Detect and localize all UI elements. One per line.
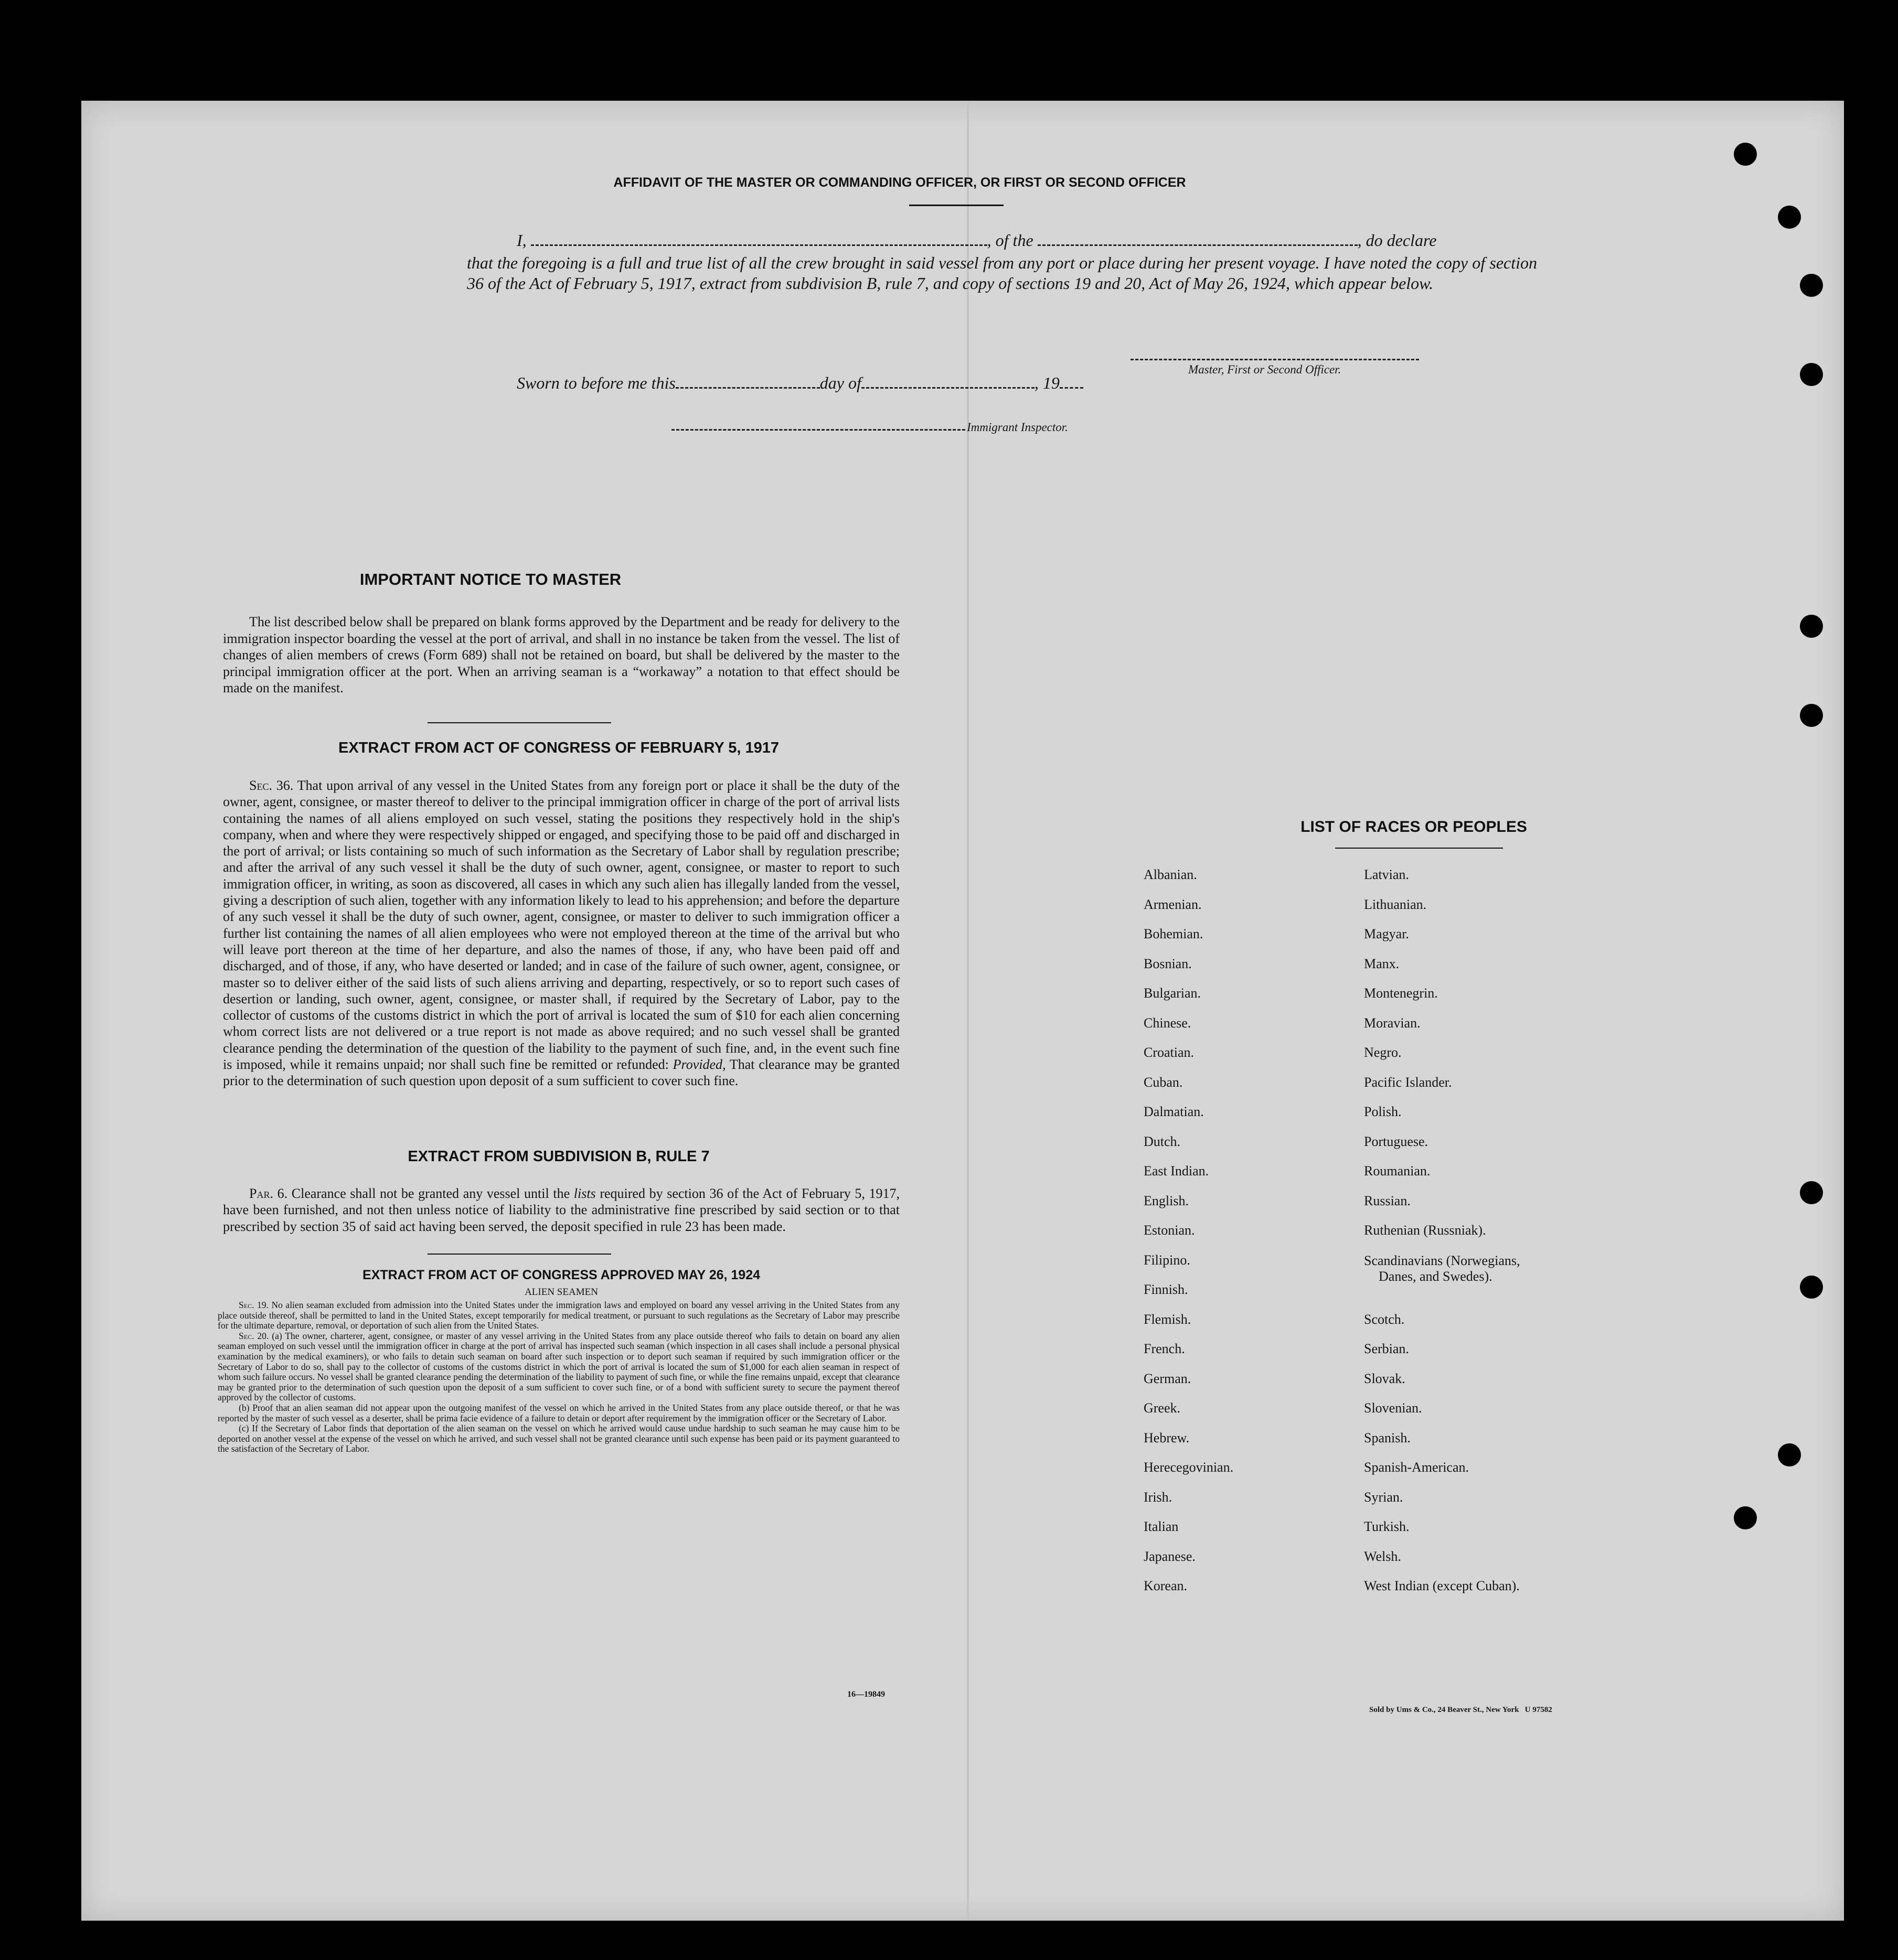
- race-item: Finnish.: [1144, 1282, 1188, 1297]
- sec-36-label: Sec. 36.: [249, 778, 294, 793]
- race-item: West Indian (except Cuban).: [1364, 1578, 1520, 1593]
- sworn-year-field[interactable]: [1060, 387, 1083, 389]
- race-item: Scotch.: [1364, 1311, 1405, 1327]
- races-left-column: [1144, 860, 1343, 1601]
- par-6-label: Par. 6.: [249, 1186, 288, 1201]
- race-item: Negro.: [1364, 1045, 1402, 1060]
- race-item: Bosnian.: [1144, 956, 1192, 971]
- form-number: 16—19849: [847, 1690, 885, 1699]
- rule-7-title: EXTRACT FROM SUBDIVISION B, RULE 7: [408, 1148, 710, 1165]
- binder-hole: [1800, 363, 1823, 386]
- race-item: Armenian.: [1144, 896, 1202, 912]
- sec-19-label: Sec. 19.: [239, 1300, 269, 1310]
- binder-hole: [1800, 615, 1823, 638]
- extract-1917-title: EXTRACT FROM ACT OF CONGRESS OF FEBRUARY 5, 1917: [338, 740, 780, 756]
- sec-20a-text: (a) The owner, charterer, agent, consignee, or master of any vessel arriving in the United States from any place outside thereof who fails to detain on board any alien seaman employed on such vessel until the immigration officer in charge at the port of arrival has inspected such seaman (which inspection in all cases shall include a personal physical examination by the medical examiners), or who fails to detain such seaman on board after such inspection or to deport such seaman if required by such immigration officer or the Secretary of Labor to do so, shall pay to the collector of customs of the customs district in which the port of arrival is located the sum of $1,000 for each alien seaman in respect of whom such failure occurs. No vessel shall be granted clearance pending the determination of the liability to payment of such fine, or while the fine remains unpaid, except that clearance may be granted prior to the determination of such question upon the deposit of a sum sufficient to cover such fine, or of a bond with sufficient surety to secure the payment thereof approved by the collector of customs.: [218, 1330, 900, 1403]
- race-item: Dutch.: [1144, 1133, 1181, 1149]
- provided-word: Provided,: [673, 1057, 726, 1073]
- sec-36-text: That upon arrival of any vessel in the United States from any foreign port or place it shall be the duty of the owner, agent, consignee, or master thereof to deliver to the principal immigration officer in charge of the port of arrival lists containing the names of all aliens employed on such vessel, stating the positions they respectively hold in the ship's company, when and where they were respectively shipped or engaged, and specifying those to be paid off and discharged in the port of arrival; or lists containing so much of such information as the Secretary of Labor shall by regulation prescribe; and after the arrival of any such vessel it shall be the duty of such owner, agent, consignee, or master to report to such immigration officer, in writing, as soon as discovered, all cases in which any such alien has illegally landed from the vessel, giving a description of such alien, together with any information likely to lead to his apprehension; and before the departure of any such vessel it shall be the duty of such owner, agent, consignee, or master to deliver to such immigration officer a further list containing the names of all alien employees who were not employed thereon at the time of the arrival but who will leave port thereon at the time of her departure, and also the names of those, if any, who have been paid off and discharged, and of those, if any, who have deserted or landed; and in case of the failure of such owner, agent, consignee, or master so to deliver either of the said lists of such aliens arriving and departing, respectively, or so to report such cases of desertion or landing, such owner, agent, consignee, or master shall, if required by the Secretary of Labor, pay to the collector of customs of the customs district in which the port of arrival is located the sum of $10 for each alien concerning whom correct lists are not delivered or a true report is not made as above required; and no such vessel shall be granted clearance pending the determination of the question of the liability to the payment of such fine, and, in the event such fine is imposed, while it remains unpaid; nor shall such fine be remitted or refunded:: [223, 778, 900, 1073]
- sec-19-paragraph: [218, 1300, 900, 1331]
- sec-20-paragraph: [218, 1331, 900, 1403]
- signature-line[interactable]: [1131, 359, 1419, 360]
- printer-imprint: Sold by Ums & Co., 24 Beaver St., New York U 97582: [1369, 1706, 1552, 1714]
- race-item: Croatian.: [1144, 1045, 1195, 1060]
- sworn-day-field[interactable]: [676, 387, 820, 389]
- race-item: Italian: [1144, 1519, 1179, 1534]
- race-item: Herecegovinian.: [1144, 1460, 1234, 1475]
- sec-20b-paragraph: (b) Proof that an alien seaman did not appear upon the outgoing manifest of the vessel on which he arrived in the United States from any place outside thereof, or that he was reported by the master of such vessel as a deserter, shall be prima facie evidence of a failure to detain or deport after requirement by the immigration officer or the Secretary of Labor.: [218, 1402, 900, 1423]
- sworn-line: [517, 373, 1251, 393]
- notice-body: [223, 614, 900, 697]
- par-6-text-a: Clearance shall not be granted any vessel until the: [291, 1186, 570, 1201]
- race-item: German.: [1144, 1370, 1191, 1386]
- race-item-line1: Scandinavians (Norwegians,: [1364, 1252, 1520, 1268]
- race-item: Roumanian.: [1364, 1163, 1431, 1179]
- sec-20-label: Sec. 20.: [239, 1330, 269, 1341]
- race-item: Flemish.: [1144, 1311, 1191, 1327]
- binder-hole: [1734, 143, 1757, 166]
- race-item: Ruthenian (Russniak).: [1364, 1223, 1486, 1238]
- race-item: English.: [1144, 1193, 1189, 1208]
- race-item: Syrian.: [1364, 1489, 1403, 1505]
- race-item: Japanese.: [1144, 1548, 1196, 1564]
- race-item: Moravian.: [1364, 1015, 1421, 1031]
- extract-1924-body: [218, 1300, 900, 1454]
- races-right-column: [1364, 860, 1637, 1601]
- race-item: Bulgarian.: [1144, 986, 1201, 1001]
- race-item: Hebrew.: [1144, 1430, 1190, 1445]
- race-item: Slovenian.: [1364, 1400, 1422, 1416]
- race-item: Korean.: [1144, 1578, 1188, 1593]
- affidavit-do-declare: , do declare: [1357, 231, 1437, 250]
- race-item: Portuguese.: [1364, 1133, 1428, 1149]
- notice-text: The list described below shall be prepared on blank forms approved by the Department and be ready for delivery to the immigration inspector boarding the vessel at the port of arrival, and shall in no instance be taken from the vessel. The list of changes of alien members of crews (Form 689) shall not be retained on board, but shall be delivered by the master to the principal immigration officer at the port. When an arriving seaman is a “workaway” a notation to that effect should be made on the manifest.: [223, 614, 900, 695]
- lists-word: lists: [573, 1186, 596, 1201]
- vessel-name-field[interactable]: [1038, 244, 1358, 246]
- races-title: LIST OF RACES OR PEOPLES: [1300, 818, 1527, 836]
- race-item: Spanish-American.: [1364, 1460, 1469, 1475]
- race-item: Spanish.: [1364, 1430, 1411, 1445]
- race-item: French.: [1144, 1341, 1185, 1356]
- sec-36-end: That clearance may be granted prior to the determination of such question upon deposit of a sum sufficient to cover such fine.: [223, 1057, 900, 1089]
- race-item: Serbian.: [1364, 1341, 1409, 1356]
- affidavit-i: I,: [517, 231, 527, 250]
- sworn-prefix: Sworn to before me this: [517, 373, 676, 392]
- affidavit-body: that the foregoing is a full and true list of all the crew brought in said vessel from any port or place during her present voyage. I have noted the copy of section 36 of the Act of February 5, 1917, extract from subdivision B, rule 7, and copy of sections 19 and 20, Act of May 26, 1924, which appear below.: [467, 253, 1537, 293]
- race-item: Manx.: [1364, 956, 1400, 971]
- race-item: Russian.: [1364, 1193, 1411, 1208]
- binder-hole: [1800, 1276, 1823, 1299]
- race-item: Lithuanian.: [1364, 896, 1427, 912]
- race-item: Slovak.: [1364, 1370, 1405, 1386]
- binder-hole: [1800, 704, 1823, 727]
- title-underline: [909, 205, 1004, 206]
- inspector-signature-line[interactable]: [671, 429, 965, 431]
- race-item: Dalmatian.: [1144, 1104, 1204, 1119]
- race-item: Welsh.: [1364, 1548, 1401, 1564]
- affidavit-title: AFFIDAVIT OF THE MASTER OR COMMANDING OFFICER, OR FIRST OR SECOND OFFICER: [613, 175, 1186, 190]
- race-item: Polish.: [1364, 1104, 1402, 1119]
- sworn-day-of: day of: [819, 373, 861, 392]
- extract-1924-title: EXTRACT FROM ACT OF CONGRESS APPROVED MAY 26, 1924: [362, 1268, 761, 1282]
- race-item: Bohemian.: [1144, 926, 1203, 941]
- race-item: Filipino.: [1144, 1252, 1190, 1268]
- binder-hole: [1734, 1506, 1757, 1529]
- binder-hole: [1778, 206, 1801, 229]
- name-field[interactable]: [531, 244, 987, 246]
- race-item: Montenegrin.: [1364, 986, 1438, 1001]
- affidavit-of-the: , of the: [987, 231, 1033, 250]
- signature-caption: Master, First or Second Officer.: [1188, 363, 1341, 376]
- sec-19-text: No alien seaman excluded from admission into the United States under the immigration laws and employed on board any vessel arriving in the United States from any place outside thereof, shall be permitted to land in the United States, except temporarily for medical treatment, or pursuant to such regulations as the Secretary of Labor may prescribe for the ultimate departure, removal, or deportation of such alien from the United States.: [218, 1300, 900, 1331]
- race-item: Estonian.: [1144, 1223, 1195, 1238]
- binder-hole: [1800, 274, 1823, 297]
- race-item: Pacific Islander.: [1364, 1074, 1452, 1090]
- race-item: Greek.: [1144, 1400, 1181, 1416]
- race-item: Albanian.: [1144, 867, 1197, 882]
- sec-20c-paragraph: (c) If the Secretary of Labor finds that deportation of the alien seaman on the vessel on which he arrived would cause undue hardship to such seaman he may cause him to be deported on another vessel at the expense of the vessel on which he arrived, and such vessel shall not be granted clearance until such expense has been paid or its payment guaranteed to the satisfaction of the Secretary of Labor.: [218, 1423, 900, 1454]
- race-item: Latvian.: [1364, 867, 1409, 882]
- race-item-line2: Danes, and Swedes).: [1379, 1268, 1492, 1284]
- rule-7-body: [223, 1185, 900, 1235]
- race-item: Irish.: [1144, 1489, 1172, 1505]
- document-sheet: [81, 101, 1844, 1921]
- inspector-caption: Immigrant Inspector.: [967, 421, 1068, 434]
- par-6-text-b: required by section 36 of the Act of February 5, 1917, have been furnished, and not then unless notice of liability to the administrative fine prescribed by said section or to that prescribed by section 35 of said act having been served, the deposit specified in rule 23 has been made.: [223, 1186, 900, 1234]
- race-item: Chinese.: [1144, 1015, 1191, 1031]
- divider: [428, 1254, 611, 1255]
- extract-1917-body: [223, 777, 900, 1089]
- binder-hole: [1800, 1181, 1823, 1204]
- race-item: East Indian.: [1144, 1163, 1209, 1179]
- race-item: Cuban.: [1144, 1074, 1183, 1090]
- divider: [428, 722, 611, 723]
- notice-title: IMPORTANT NOTICE TO MASTER: [359, 570, 622, 588]
- race-item: [1364, 1246, 1637, 1305]
- affidavit-line1: [517, 231, 1534, 250]
- sworn-month-field[interactable]: [861, 387, 1035, 389]
- race-item: Turkish.: [1364, 1519, 1410, 1534]
- races-underline: [1335, 848, 1503, 849]
- extract-1924-subtitle: ALIEN SEAMEN: [525, 1287, 598, 1298]
- sworn-year: , 19: [1034, 373, 1060, 392]
- binder-hole: [1778, 1443, 1801, 1466]
- race-item: Magyar.: [1364, 926, 1409, 941]
